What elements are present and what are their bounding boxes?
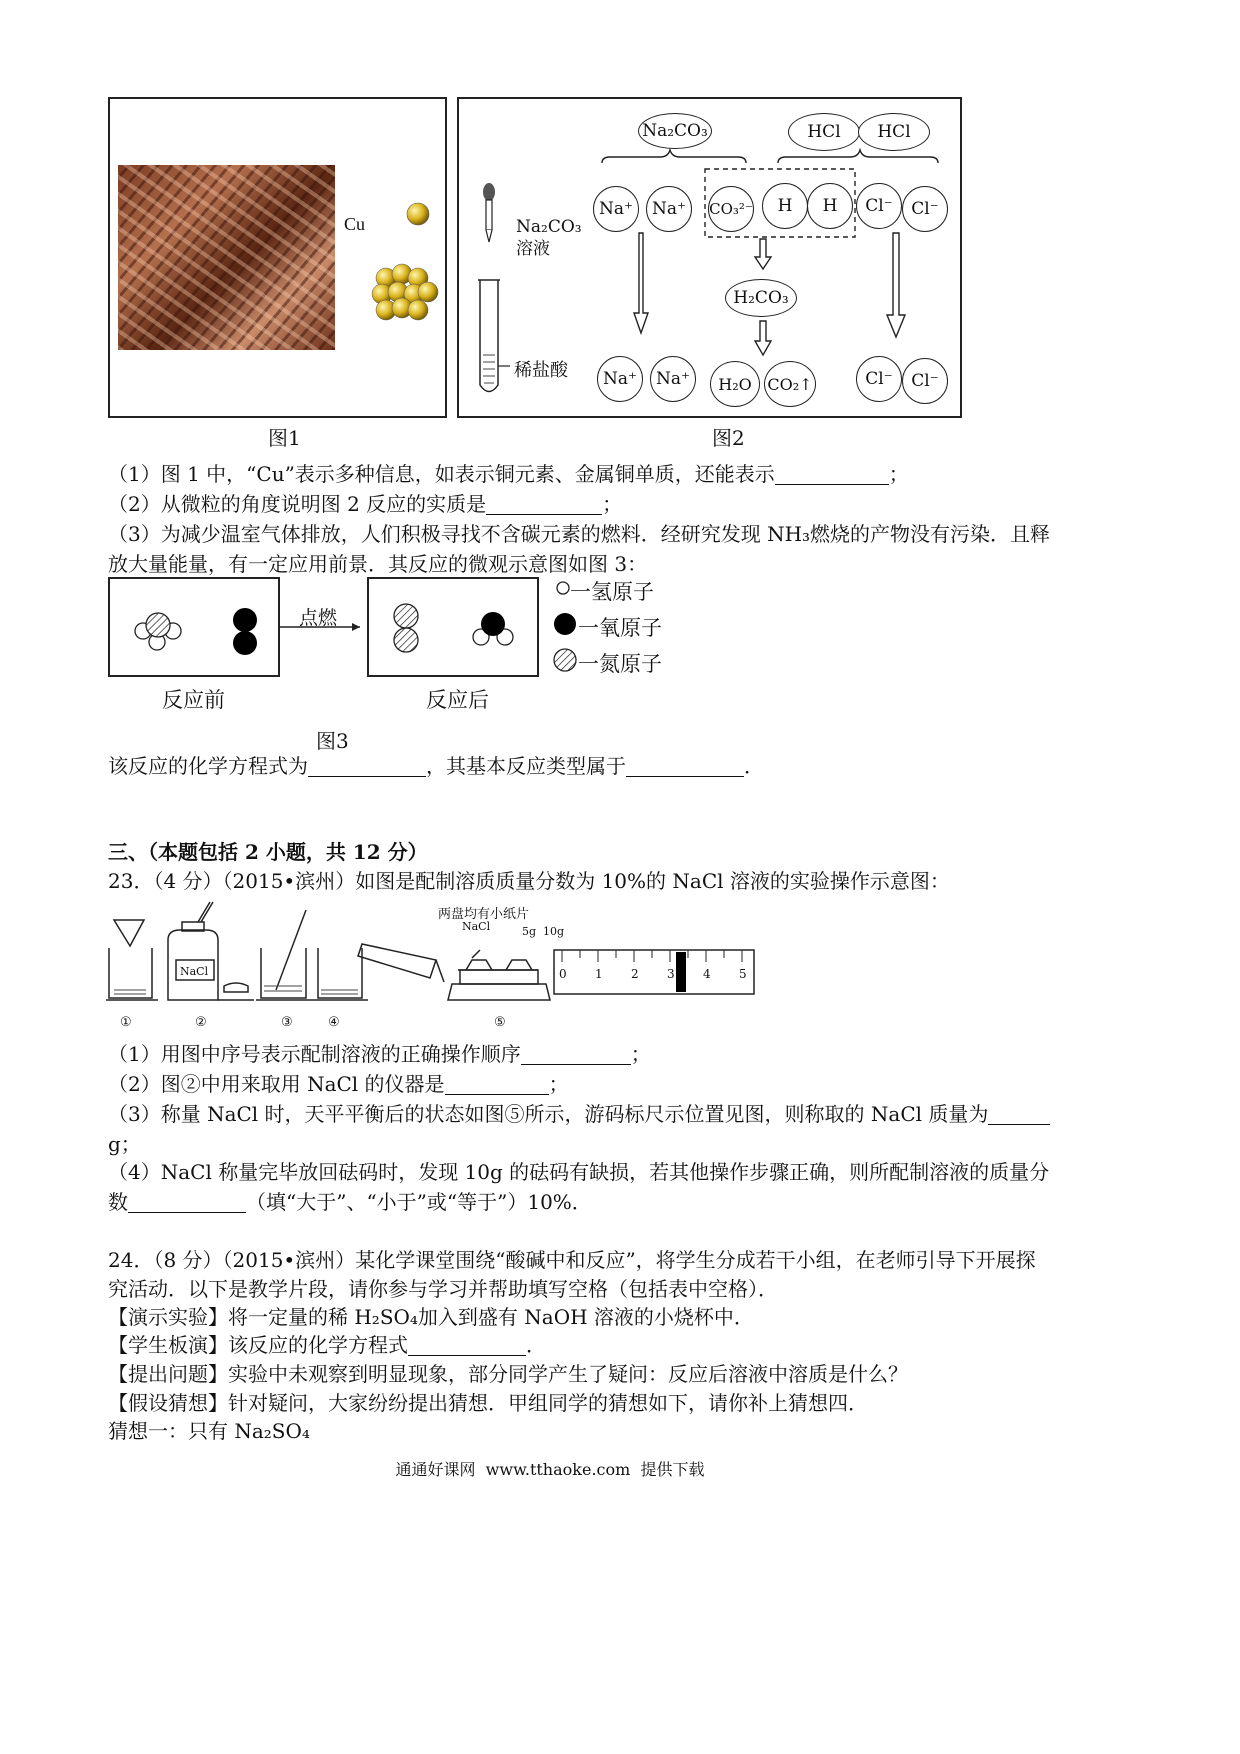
- q24-equation-blank[interactable]: [408, 1335, 526, 1356]
- q22-equation-line: [108, 752, 764, 780]
- q22-part2-end: ；: [602, 492, 623, 516]
- q22-part3-line2: 放大量能量，有一定应用前景．其反应的微观示意图如图 3：: [108, 552, 648, 576]
- q23-part1-blank[interactable]: [521, 1044, 631, 1065]
- q23-part3-unit: g；: [108, 1132, 141, 1156]
- q23-stem: 23．（4 分）（2015•滨州）如图是配制溶质质量分数为 10%的 NaCl 溶液的实验操作示意图：: [108, 869, 950, 893]
- q23-part4-line2: [108, 1188, 592, 1216]
- dropper-reagent-label: [516, 216, 582, 260]
- q23-part3-text: （3）称量 NaCl 时，天平平衡后的状态如图⑤所示，游码标尺示位置见图，则称取的 NaCl 质量为: [108, 1102, 989, 1126]
- q23-part4-end: （填“大于”、“小于”或“等于”）10%．: [246, 1190, 592, 1214]
- q22-eq-text-b: ，其基本反应类型属于: [426, 754, 626, 778]
- arrow-label-ignite: 点燃: [299, 607, 338, 629]
- ruler-tick-0: 0: [559, 967, 567, 981]
- q22-equation-blank[interactable]: [308, 756, 426, 777]
- ruler-tick-1: 1: [595, 967, 603, 981]
- oval-h2co3: H₂CO₃: [725, 279, 797, 317]
- q22-part1: [108, 460, 909, 488]
- ion-co3: CO₃²⁻: [708, 186, 754, 232]
- q22-part1-blank[interactable]: [775, 464, 889, 485]
- apparatus-label-4: ④: [328, 1015, 340, 1030]
- product-h2o: H₂O: [710, 361, 760, 407]
- q24-board-text: 【学生板演】该反应的化学方程式: [108, 1333, 408, 1357]
- q24-guess-1: 猜想一：只有 Na₂SO₄: [108, 1419, 310, 1443]
- q22-part2: [108, 490, 622, 518]
- ruler-tick-3: 3: [667, 967, 675, 981]
- balance-note: 两盘均有小纸片: [438, 907, 530, 922]
- product-cl-2: Cl⁻: [902, 358, 948, 404]
- ion-na-1: Na⁺: [593, 186, 639, 232]
- q24-hypothesis: 【假设猜想】针对疑问，大家纷纷提出猜想．甲组同学的猜想如下，请你补上猜想四．: [108, 1391, 868, 1415]
- q22-eq-end: ．: [744, 754, 764, 778]
- cu-label: Cu: [344, 214, 366, 234]
- q23-part3-blank[interactable]: [988, 1104, 1050, 1125]
- bottle-label-nacl: NaCl: [180, 965, 209, 978]
- q22-part3-line1: （3）为减少温室气体排放，人们积极寻找不含碳元素的燃料．经研究发现 NH₃燃烧的产物没有污染．且释: [108, 522, 1051, 546]
- ion-cl-1: Cl⁻: [856, 183, 902, 229]
- copper-atom-models: [370, 198, 440, 328]
- q22-reaction-type-blank[interactable]: [626, 756, 744, 777]
- q24-student-board: [108, 1331, 546, 1359]
- q23-part2: [108, 1070, 569, 1098]
- q24-board-end: ．: [526, 1333, 546, 1357]
- q22-part2-text: （2）从微粒的角度说明图 2 反应的实质是: [108, 492, 487, 516]
- ion-h-2: H: [807, 183, 853, 229]
- legend-nitrogen: 一氮原子: [578, 652, 662, 676]
- product-co2: CO₂↑: [764, 361, 816, 407]
- dropper-reagent-solution: 溶液: [516, 239, 550, 259]
- figure-3-caption: 图3: [316, 729, 349, 753]
- legend-oxygen: 一氧原子: [578, 616, 662, 640]
- product-cl-1: Cl⁻: [856, 356, 902, 402]
- q22-part2-blank[interactable]: [486, 494, 602, 515]
- q24-stem-line2: 究活动．以下是教学片段，请你参与学习并帮助填写空格（包括表中空格）．: [108, 1277, 778, 1301]
- balance-right-pan-label: 5g 10g: [522, 925, 565, 938]
- product-na-2: Na⁺: [650, 356, 696, 402]
- q23-part1: [108, 1040, 651, 1068]
- apparatus-label-1: ①: [120, 1015, 132, 1030]
- oval-hcl-2: HCl: [858, 113, 930, 151]
- dropper-and-test-tube: [470, 180, 510, 400]
- copper-foil-photo: [118, 165, 335, 350]
- ion-h-1: H: [762, 183, 808, 229]
- q23-part2-text: （2）图②中用来取用 NaCl 的仪器是: [108, 1072, 445, 1096]
- q24-stem-line1: 24．（8 分）（2015•滨州）某化学课堂围绕“酸碱中和反应”，将学生分成若干小组，在老师引导下开展探: [108, 1248, 1036, 1272]
- balance-left-pan-label: NaCl: [462, 920, 491, 933]
- q22-eq-text-a: 该反应的化学方程式为: [108, 754, 308, 778]
- q22-part1-end: ；: [888, 462, 909, 486]
- q24-demo-experiment: 【演示实验】将一定量的稀 H₂SO₄加入到盛有 NaOH 溶液的小烧杯中．: [108, 1305, 754, 1329]
- figure-2-connectors: [590, 145, 950, 395]
- q23-part2-end: ；: [548, 1072, 569, 1096]
- apparatus-label-5: ⑤: [494, 1015, 506, 1030]
- q23-part3: [108, 1100, 1050, 1128]
- after-reaction-label: 反应后: [426, 688, 489, 712]
- ruler-tick-4: 4: [703, 967, 711, 981]
- ruler-tick-5: 5: [739, 967, 747, 981]
- ruler-tick-2: 2: [631, 967, 639, 981]
- page-footer: 通通好课网 www.tthaoke.com 提供下载: [395, 1460, 705, 1479]
- apparatus-label-3: ③: [281, 1015, 293, 1030]
- figure-2-caption: 图2: [712, 426, 745, 450]
- q23-part1-text: （1）用图中序号表示配制溶液的正确操作顺序: [108, 1042, 521, 1066]
- product-na-1: Na⁺: [597, 356, 643, 402]
- before-reaction-label: 反应前: [162, 688, 225, 712]
- q23-part4-blank[interactable]: [128, 1192, 246, 1213]
- test-tube-reagent-label: 稀盐酸: [514, 360, 568, 381]
- figure-1-caption: 图1: [268, 426, 301, 450]
- ion-na-2: Na⁺: [646, 186, 692, 232]
- apparatus-label-2: ②: [195, 1015, 207, 1030]
- q23-part1-end: ；: [630, 1042, 651, 1066]
- ion-cl-2: Cl⁻: [902, 186, 948, 232]
- legend-hydrogen: 一氢原子: [570, 580, 654, 604]
- q22-part1-text: （1）图 1 中，“Cu”表示多种信息，如表示铜元素、金属铜单质，还能表示: [108, 462, 775, 486]
- q23-part4-line1: （4）NaCl 称量完毕放回砝码时，发现 10g 的砝码有缺损，若其他操作步骤正确，则所配制溶液的质量分: [108, 1160, 1050, 1184]
- section-3-title: 三、（本题包括 2 小题，共 12 分）: [108, 840, 428, 864]
- oval-hcl-1: HCl: [788, 113, 860, 151]
- q23-part2-blank[interactable]: [445, 1074, 549, 1095]
- oval-na2co3: Na₂CO₃: [638, 113, 712, 149]
- q23-part4-start: 数: [108, 1190, 128, 1214]
- dropper-reagent-formula: Na₂CO₃: [516, 217, 582, 237]
- q24-question: 【提出问题】实验中未观察到明显现象，部分同学产生了疑问：反应后溶液中溶质是什么？: [108, 1362, 908, 1386]
